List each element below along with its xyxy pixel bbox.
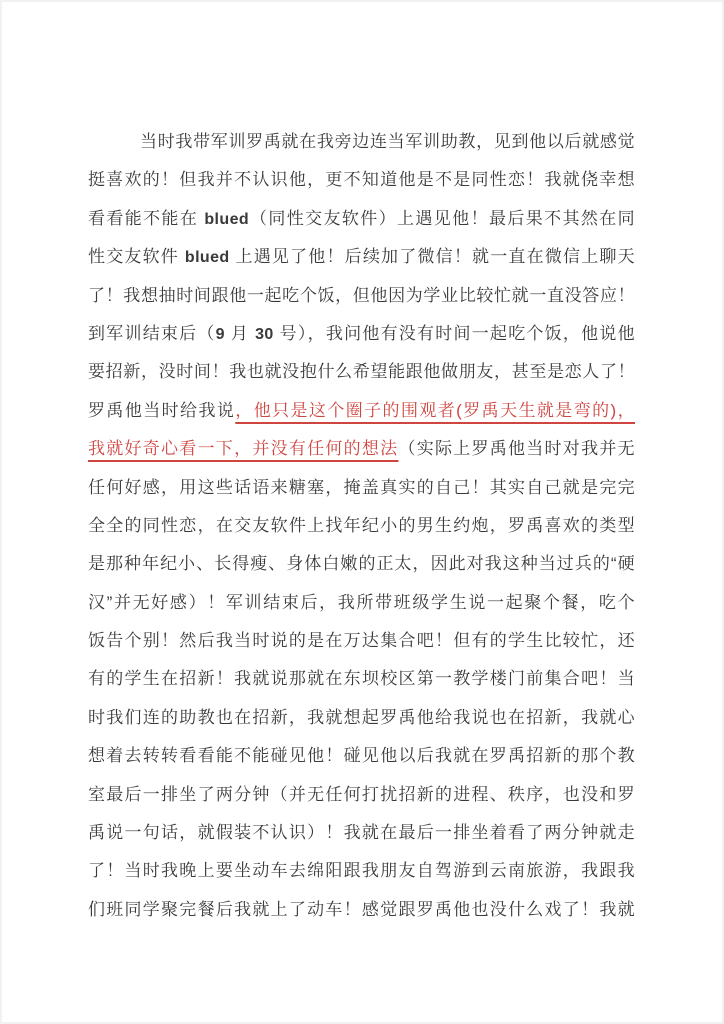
text-line [88, 776, 635, 814]
text-segment: 罗禹他当时给我说 [88, 400, 236, 420]
text-line [88, 852, 635, 890]
text-segment: 全全的同性恋，在交友软件上找年纪小的男生约炮，罗禹喜欢的类型 [88, 515, 635, 535]
text-line [88, 814, 635, 852]
text-line [88, 545, 635, 583]
text-segment: 室最后一排坐了两分钟（并无任何打扰招新的进程、秩序，也没和罗 [88, 784, 635, 804]
text-segment: 月 [224, 323, 256, 343]
text-segment: 要招新，没时间！我也就没抱什么希望能跟他做朋友，甚至是恋人了！ [88, 362, 635, 382]
text-segment: 汉”并无好感）！军训结束后，我所带班级学生说一起聚个餐，吃个 [88, 592, 635, 612]
text-segment: 号），我问他有没有时间一起吃个饭，他说他 [273, 323, 635, 343]
text-segment: 时我们连的助教也在招新，我就想起罗禹他给我说也在招新，我就心 [88, 707, 635, 727]
red-underlined-text-segment: ，他只是这个圈子的围观者(罗禹天生就是弯的)， [235, 400, 635, 420]
text-line [88, 469, 635, 507]
text-segment: 挺喜欢的！但我并不认识他，更不知道他是不是同性恋！我就侥幸想 [88, 170, 635, 190]
text-segment: 性交友软件 [88, 247, 185, 267]
text-line [88, 200, 635, 238]
text-segment: blued [204, 210, 250, 228]
text-line [88, 161, 635, 199]
text-line [88, 238, 635, 276]
text-segment: 了！当时我晚上要坐动车去绵阳跟我朋友自驾游到云南旅游，我跟我 [88, 861, 635, 881]
text-segment: 30 [255, 325, 274, 343]
text-segment: 9 [215, 325, 225, 343]
text-segment: 上遇见了他！后续加了微信！就一直在微信上聊天 [229, 247, 635, 267]
text-line [88, 622, 635, 660]
text-segment: 当时我带军训罗禹就在我旁边连当军训助教，见到他以后就感觉 [140, 132, 635, 151]
document-paragraph [88, 123, 635, 929]
text-segment: 看看能不能在 [88, 208, 205, 228]
text-segment: 是那种年纪小、长得瘦、身体白嫩的正太，因此对我这种当过兵的“硬 [88, 554, 635, 574]
text-segment: 任何好感，用这些话语来糖塞，掩盖真实的自己！其实自己就是完完 [88, 477, 635, 497]
text-segment: 想着去转转看看能不能碰见他！碰见他以后我就在罗禹招新的那个教 [88, 746, 635, 766]
text-line [88, 699, 635, 737]
text-line [88, 507, 635, 545]
text-segment: 了！我想抽时间跟他一起吃个饭，但他因为学业比较忙就一直没答应！ [88, 285, 635, 305]
text-segment: blued [184, 249, 230, 267]
text-segment: （实际上罗禹他当时对我并无 [398, 439, 635, 459]
text-segment: 禹说一句话，就假装不认识）！我就在最后一排坐着看了两分钟就走 [88, 823, 635, 843]
text-segment: 们班同学聚完餐后我就上了动车！感觉跟罗禹他也没什么戏了！我就 [88, 899, 635, 919]
text-line [88, 392, 635, 430]
text-segment: 到军训结束后（ [88, 323, 216, 343]
text-line [88, 660, 635, 698]
text-line [88, 737, 635, 775]
text-line [88, 353, 635, 391]
text-line [88, 277, 635, 315]
text-line [88, 584, 635, 622]
text-segment: 饭告个别！然后我当时说的是在万达集合吧！但有的学生比较忙，还 [88, 631, 635, 651]
red-underlined-text-segment: 我就好奇心看一下，并没有任何的想法 [88, 439, 399, 459]
text-line [88, 891, 635, 929]
text-segment: 有的学生在招新！我就说那就在东坝校区第一教学楼门前集合吧！当 [88, 669, 635, 689]
text-line [88, 315, 635, 353]
text-segment: （同性交友软件）上遇见他！最后果不其然在同 [249, 208, 635, 228]
text-line [88, 123, 635, 161]
text-line [88, 430, 635, 468]
